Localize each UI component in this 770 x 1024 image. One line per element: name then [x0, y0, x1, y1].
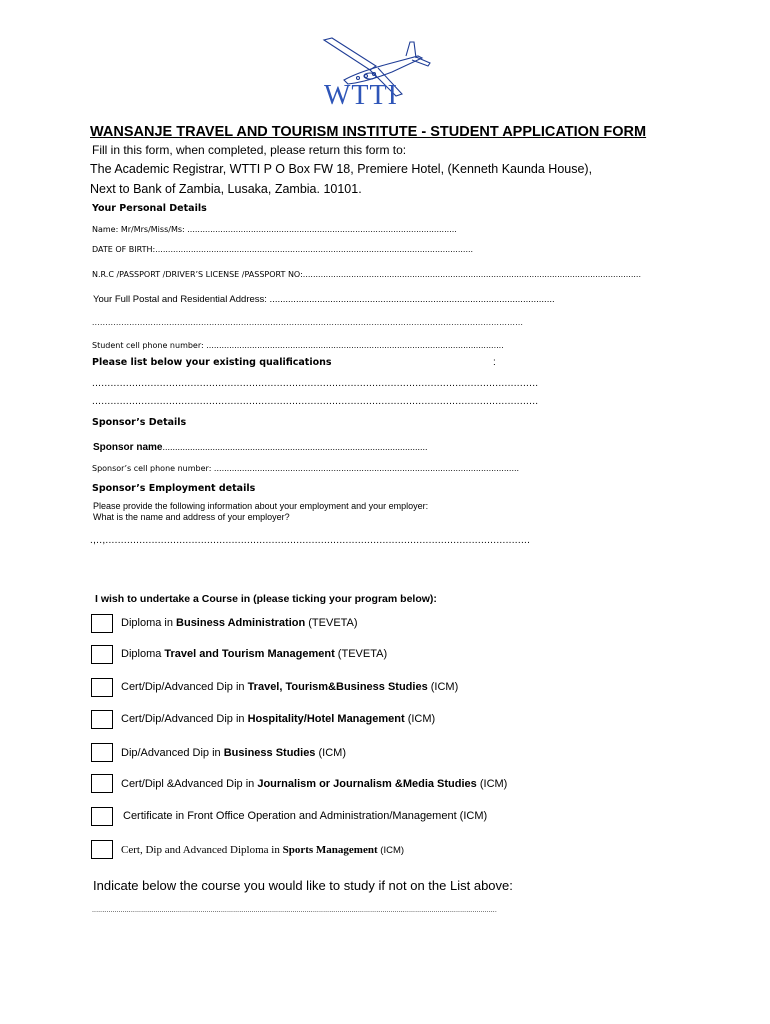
course-checkbox[interactable]: [91, 710, 113, 729]
intro-line-1: Fill in this form, when completed, please return this form to:: [92, 143, 407, 157]
student-cell-field[interactable]: Student cell phone number: .....................................................................................................................: [92, 341, 504, 350]
address-line-2[interactable]: ..................................................................................................................................................................: [92, 317, 524, 327]
course-checkbox[interactable]: [91, 645, 113, 664]
course-option-label: Cert/Dipl &Advanced Dip in Journalism or Journalism &Media Studies (ICM): [121, 778, 508, 790]
course-option-label: Diploma Travel and Tourism Management (TEVETA): [121, 648, 388, 660]
course-checkbox[interactable]: [91, 678, 113, 697]
qualifications-colon: :: [493, 357, 496, 368]
sponsor-name-field[interactable]: [93, 437, 428, 455]
intro-line-3: Next to Bank of Zambia, Lusaka, Zambia. 10101.: [90, 182, 362, 196]
sponsor-details-heading: Sponsor’s Details: [92, 417, 187, 428]
employment-heading: Sponsor’s Employment details: [92, 483, 256, 494]
qualifications-label: Please list below your existing qualifications: [92, 357, 332, 368]
form-title: WANSANJE TRAVEL AND TOURISM INSTITUTE - STUDENT APPLICATION FORM: [90, 124, 647, 140]
course-option-label: Cert, Dip and Advanced Diploma in Sports Management (ICM): [121, 844, 405, 856]
course-checkbox[interactable]: [91, 807, 113, 826]
employment-text-1: Please provide the following information about your employment and your employer:: [93, 501, 429, 511]
employment-text-2: What is the name and address of your employer?: [93, 512, 290, 522]
course-option-label: Diploma in Business Administration (TEVETA): [121, 617, 358, 629]
course-option-label: Cert/Dip/Advanced Dip in Hospitality/Hotel Management (ICM): [121, 713, 436, 725]
id-number-field[interactable]: N.R.C /PASSPORT /DRIVER’S LICENSE /PASSPORT NO:.....................................................................................................................................: [92, 270, 641, 279]
address-field[interactable]: Your Full Postal and Residential Address: ............................................................................................................: [93, 294, 555, 305]
course-checkbox[interactable]: [91, 840, 113, 859]
course-checkbox[interactable]: [91, 774, 113, 793]
course-heading: I wish to undertake a Course in (please ticking your program below):: [95, 593, 437, 605]
personal-details-heading: Your Personal Details: [92, 203, 207, 214]
qualifications-line-1[interactable]: .................................................................................................................................................: [92, 378, 539, 389]
course-option-label: Cert/Dip/Advanced Dip in Travel, Tourism&Business Studies (ICM): [121, 681, 459, 693]
sponsor-cell-field[interactable]: Sponsor’s cell phone number: ........................................................................................................................: [92, 464, 520, 473]
logo-text: WTTI: [324, 80, 398, 111]
name-field[interactable]: Name: Mr/Mrs/Miss/Ms: ..........................................................................................................: [92, 225, 457, 234]
other-course-line[interactable]: ......................................................................................................................................................................................................: [92, 907, 497, 914]
course-option-label: Dip/Advanced Dip in Business Studies (ICM): [121, 747, 346, 759]
intro-line-2: The Academic Registrar, WTTI P O Box FW 18, Premiere Hotel, (Kenneth Kaunda House),: [90, 162, 593, 176]
qualifications-line-2[interactable]: .................................................................................................................................................: [92, 396, 539, 407]
sponsor-name-dots: ..........................................................................................................: [162, 442, 428, 452]
logo: [318, 36, 438, 112]
course-checkbox[interactable]: [91, 614, 113, 633]
course-option-label: Certificate in Front Office Operation and Administration/Management (ICM): [123, 810, 488, 822]
other-course-label: Indicate below the course you would like to study if not on the List above:: [93, 878, 513, 893]
sponsor-name-label: Sponsor name: [93, 442, 163, 453]
course-checkbox[interactable]: [91, 743, 113, 762]
employer-line[interactable]: .,..,..........................................................................................................................................: [90, 535, 531, 546]
dob-field[interactable]: DATE OF BIRTH:.............................................................................................................................: [92, 245, 474, 254]
